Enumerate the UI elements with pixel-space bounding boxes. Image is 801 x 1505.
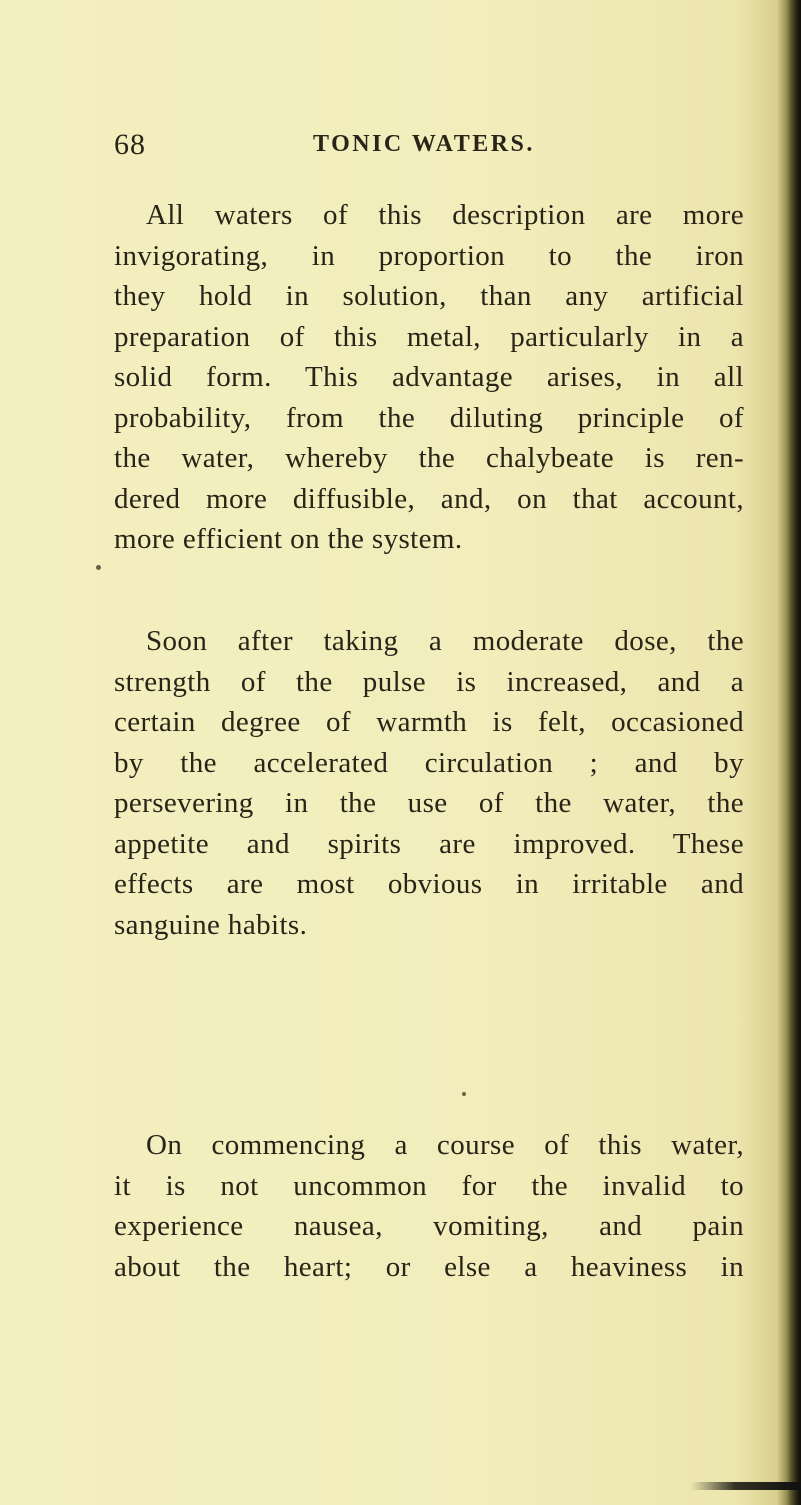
paragraph-3	[114, 1125, 744, 1287]
text-line: about the heart; or else a heaviness in	[114, 1250, 744, 1283]
text-line: effects are most obvious in irritable and	[114, 868, 744, 900]
text-line: by the accelerated circulation ; and by	[114, 746, 744, 779]
text-line: appetite and spirits are improved. These	[114, 827, 744, 860]
text-line: dered more diffusible, and, on that account,	[114, 482, 744, 515]
text-line: it is not uncommon for the invalid to	[114, 1169, 744, 1202]
text-line: preparation of this metal, particularly in a	[114, 320, 744, 353]
running-title: TONIC WATERS.	[313, 131, 535, 157]
page-number: 68	[114, 128, 146, 161]
running-head	[114, 128, 554, 168]
text-line: they hold in solution, than any artificial	[114, 280, 744, 312]
text-line: On commencing a course of this water,	[146, 1129, 744, 1161]
page-edge-shadow	[787, 0, 801, 1505]
text-line: more efficient on the system.	[114, 523, 463, 555]
text-line: All waters of this description are more	[146, 199, 744, 231]
paragraph-2	[114, 621, 744, 945]
ink-fleck	[96, 565, 101, 570]
text-line: sanguine habits.	[114, 908, 308, 941]
text-line: the water, whereby the chalybeate is ren-	[114, 442, 744, 474]
text-line: strength of the pulse is increased, and a	[114, 665, 744, 698]
text-line: certain degree of warmth is felt, occasioned	[114, 706, 744, 738]
binding-mark	[691, 1482, 801, 1490]
text-line: Soon after taking a moderate dose, the	[146, 625, 744, 657]
text-line: probability, from the diluting principle of	[114, 401, 744, 434]
ink-fleck	[462, 1092, 466, 1096]
text-line: solid form. This advantage arises, in all	[114, 361, 744, 393]
paragraph-1	[114, 195, 744, 560]
text-line: experience nausea, vomiting, and pain	[114, 1210, 744, 1242]
text-line: persevering in the use of the water, the	[114, 787, 744, 819]
text-line: invigorating, in proportion to the iron	[114, 239, 744, 272]
